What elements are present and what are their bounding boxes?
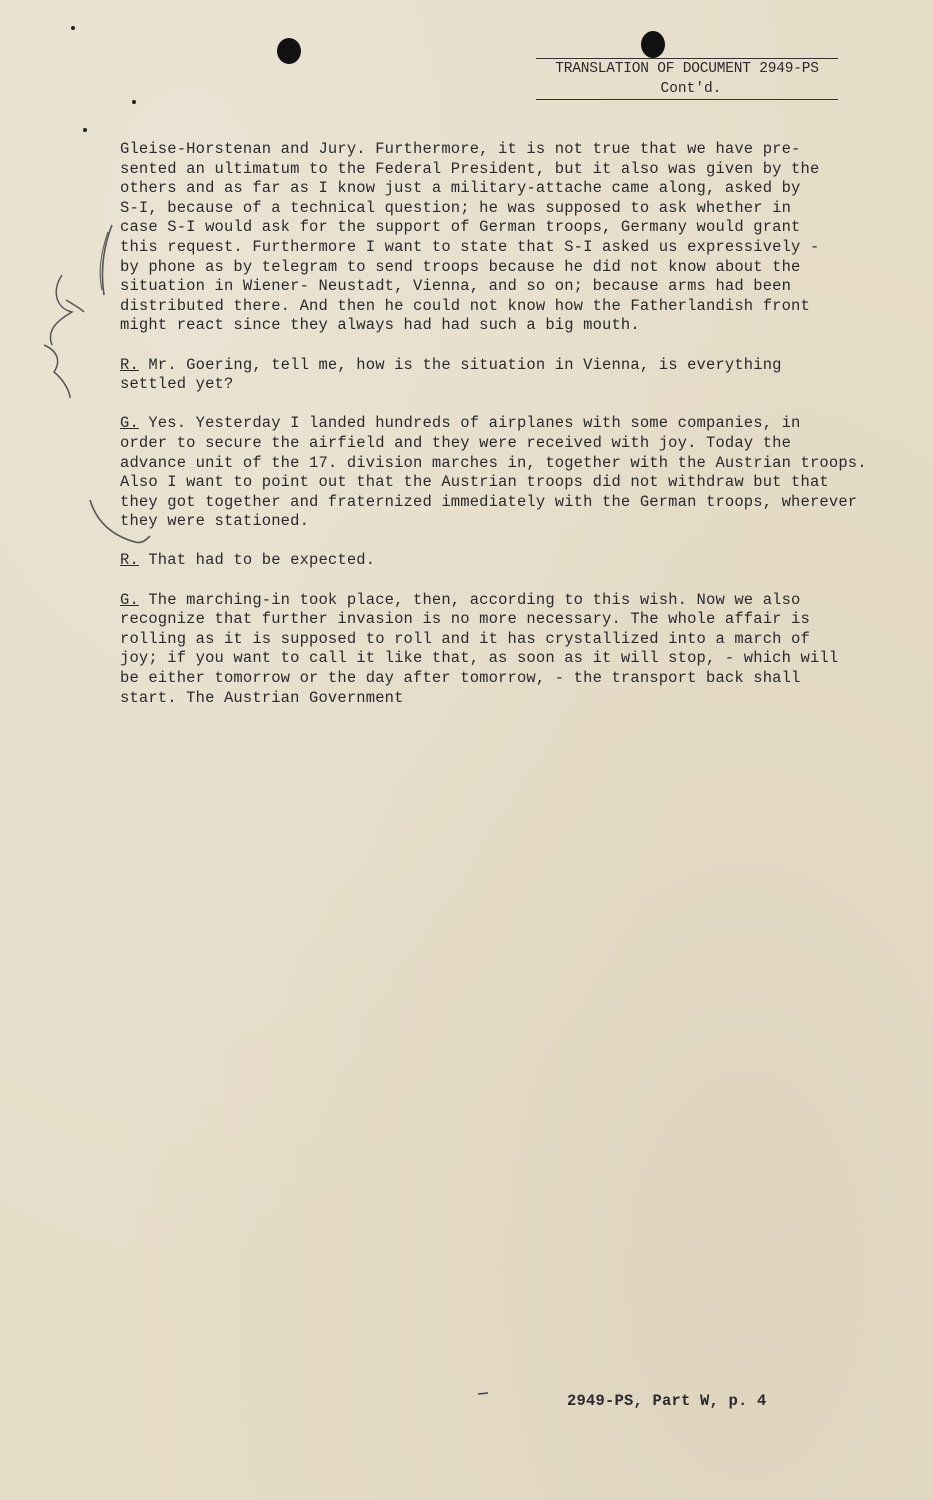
margin-signature-mark xyxy=(44,275,84,398)
speaker-label: R. xyxy=(120,551,139,570)
paragraph-text: The marching-in took place, then, according to this wish. Now we also recognize that further invasion is no more necessary. The whole affair is rolling as it is supposed to roll and it has crystallized into a march of joy; if you want to call it like that, as soon as it will stop, - which will be either tomorrow or the day after tomorrow, - the transport back shall start. The Austrian Government xyxy=(120,590,839,707)
speaker-label: G. xyxy=(120,590,139,609)
speaker-label: R. xyxy=(120,355,139,374)
margin-bracket-mark xyxy=(90,500,150,543)
paragraph-text: That had to be expected. xyxy=(138,551,376,570)
paragraph-text: Yes. Yesterday I landed hundreds of airplanes with some companies, in order to secure the airfield and they were received with joy. Today the advance unit of the 17. division marches in, together with the Austrian troops. Also I want to point out that the Austrian troops did not withdraw but that they got together and fraternized immediately with the German troops, wherever they were stationed. xyxy=(120,414,867,531)
paragraph-text: Mr. Goering, tell me, how is the situation in Vienna, is everything settled yet? xyxy=(120,355,782,394)
continued-label: Cont'd. xyxy=(660,81,722,97)
margin-dash-mark xyxy=(478,1393,488,1394)
paragraph-text: Gleise-Horstenan and Jury. Furthermore, it is not true that we have pre- sented an ultimatum to the Federal President, but it also was given by the others and as far as I know just a military-attache came along, asked by S-I, because of a technical question; he was supposed to ask whether in case S-I would ask for the support of German troops, Germany would grant this request. Furthermore I want to state that S-I asked us expressively - by phone as by telegram to send troops because he did not know about the situation in Wiener- Neustadt, Vienna, and so on; because arms had been distributed there. And then he could not know how the Fatherlandish front might react since they always had had such a big mouth. xyxy=(120,140,820,335)
page-reference: 2949-PS, Part W, p. 4 xyxy=(567,1392,767,1410)
speaker-label: G. xyxy=(120,414,139,433)
document-title: TRANSLATION OF DOCUMENT 2949-PS xyxy=(555,61,819,77)
